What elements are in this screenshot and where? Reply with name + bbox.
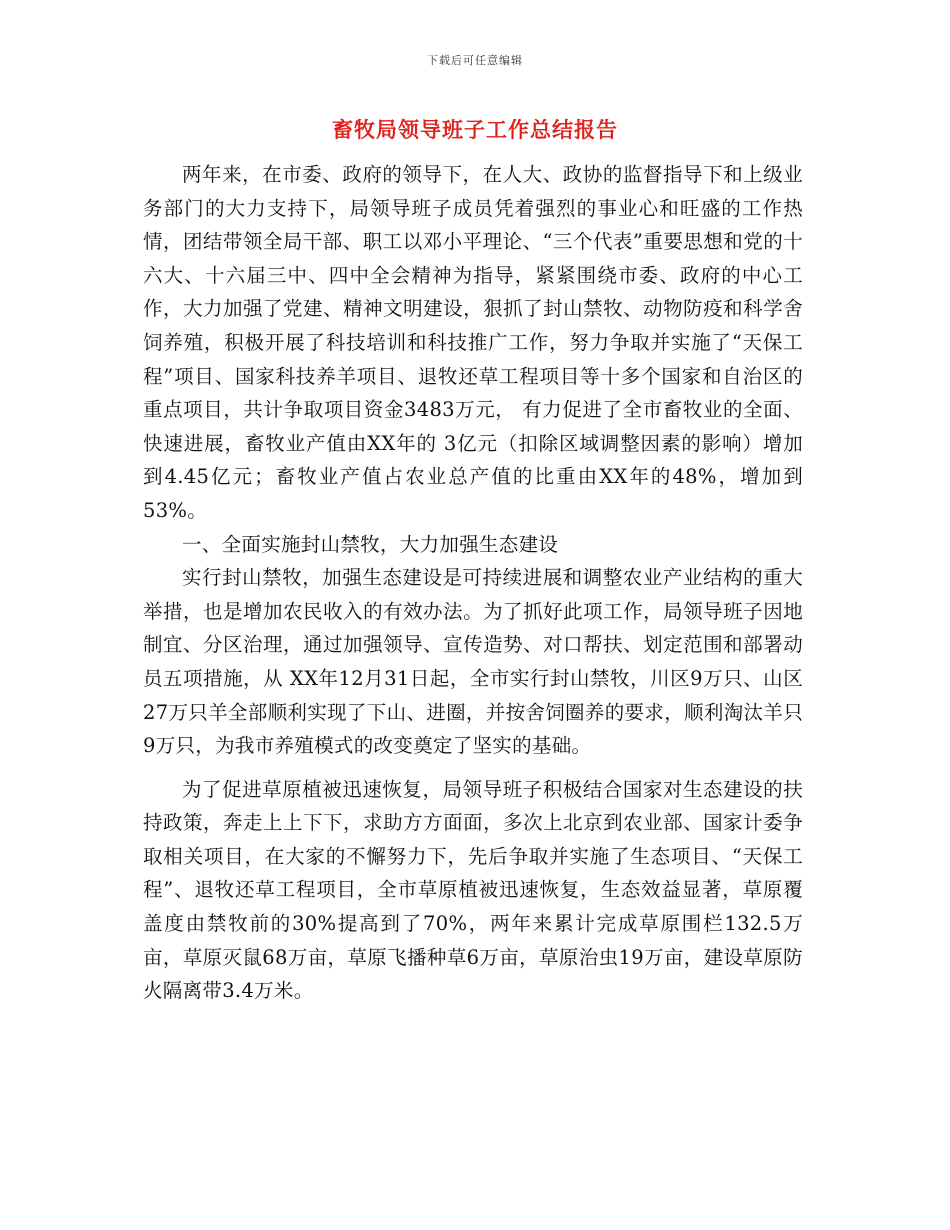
paragraph-grassland-recovery: 为了促进草原植被迅速恢复，局领导班子积极结合国家对生态建设的扶持政策，奔走上上下下，求助方方面面，多次上北京到农业部、国家计委争取相关项目，在大家的不懈努力下，先后争取并实施了生态项目、“天保工程”、退牧还草工程项目，全市草原植被迅速恢复，生态效益显著，草原覆盖度由禁牧前的30%提高到了70%，两年来累计完成草原围栏132.5万亩，草原灭鼠68万亩，草原飞播种草6万亩，草原治虫19万亩，建设草原防火隔离带3.4万米。 bbox=[143, 777, 803, 1003]
paragraph-intro: 两年来，在市委、政府的领导下，在人大、政协的监督指导下和上级业务部门的大力支持下，局领导班子成员凭着强烈的事业心和旺盛的工作热情，团结带领全局干部、职工以邓小平理论、“三个代表”重要思想和党的十六大、十六届三中、四中全会精神为指导，紧紧围绕市委、政府的中心工作，大力加强了党建、精神文明建设，狠抓了封山禁牧、动物防疫和科学舍饲养殖，积极开展了科技培训和科技推广工作，努力争取并实施了“天保工程”项目、国家科技养羊项目、退牧还草工程项目等十多个国家和自治区的重点项目，共计争取项目资金3483万元， 有力促进了全市畜牧业的全面、快速进展，畜牧业产值由XX年的 3亿元（扣除区域调整因素的影响）增加到4.45亿元；畜牧业产值占农业总产值的比重由XX年的48%，增加到53%。 bbox=[143, 163, 803, 522]
page-header-note: 下载后可任意编辑 bbox=[427, 54, 523, 67]
document-title: 畜牧局领导班子工作总结报告 bbox=[332, 117, 618, 142]
section-heading-1: 一、全面实施封山禁牧，大力加强生态建设 bbox=[182, 532, 559, 556]
document-body bbox=[143, 158, 803, 1008]
paragraph-grazing-ban: 实行封山禁牧，加强生态建设是可持续进展和调整农业产业结构的重大举措，也是增加农民收入的有效办法。为了抓好此项工作，局领导班子因地制宜、分区治理，通过加强领导、宣传造势、对口帮扶、划定范围和部署动员五项措施，从 XX年12月31日起，全市实行封山禁牧，川区9万只、山区27万只羊全部顺利实现了下山、进圈，并按舍饲圈养的要求，顺利淘汰羊只9万只，为我市养殖模式的改变奠定了坚实的基础。 bbox=[143, 566, 803, 758]
